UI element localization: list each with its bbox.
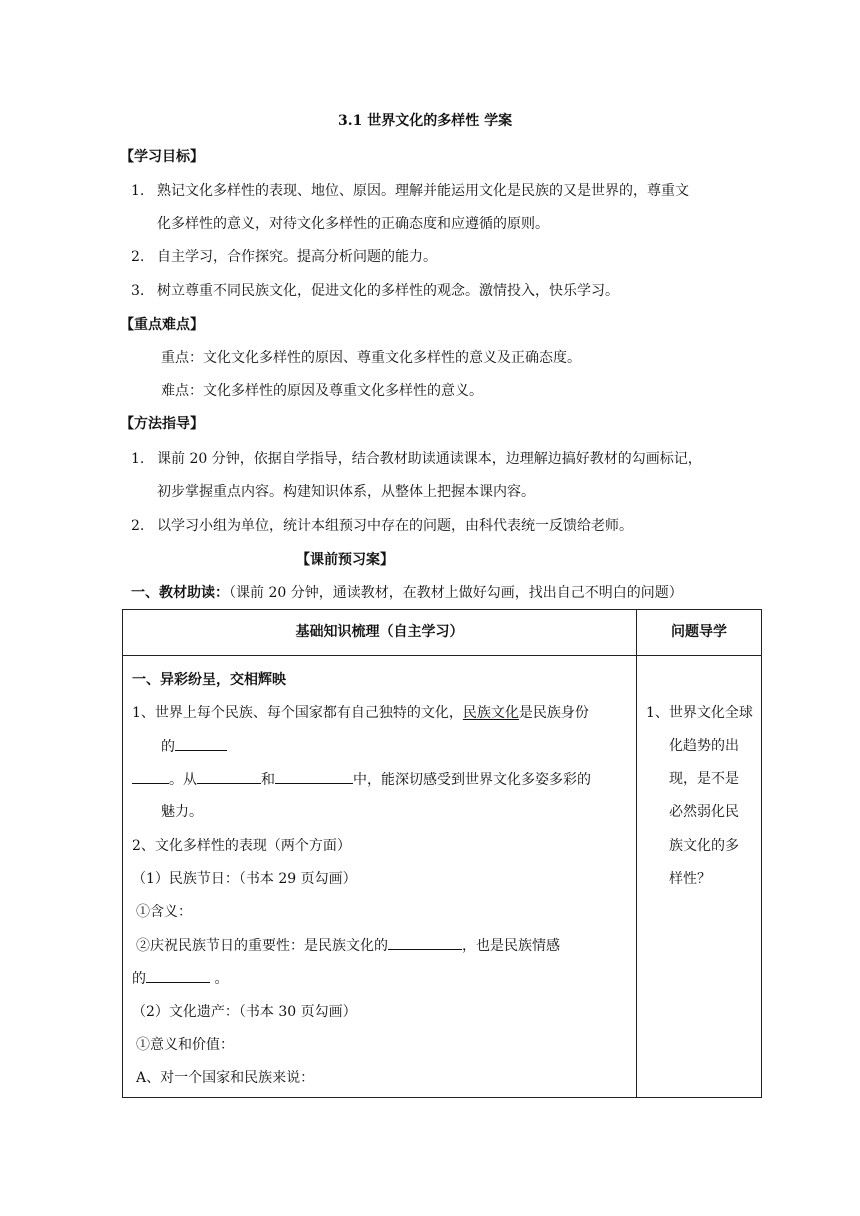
sub-1-meaning: ①含义：	[136, 904, 192, 920]
goal-2-number: 2.	[131, 249, 145, 265]
method-1-number: 1.	[131, 451, 145, 467]
fill-blank[interactable]	[275, 769, 353, 784]
method-2-text: 以学习小组为单位，统计本组预习中存在的问题，由科代表统一反馈给老师。	[157, 518, 633, 534]
sub-2-value: ①意义和价值：	[136, 1037, 234, 1053]
question-line: 样性？	[669, 871, 711, 887]
fill-blank[interactable]	[197, 769, 261, 784]
fill-blank[interactable]	[175, 736, 227, 751]
item-1-text-f: 中，能深切感受到世界文化多姿多彩的	[353, 772, 591, 788]
sub-1-importance-cont	[132, 968, 228, 989]
goal-3-text: 树立尊重不同民族文化，促进文化的多样性的观念。激情投入，快乐学习。	[157, 283, 619, 299]
item-1-text-c: 的	[161, 739, 175, 755]
sub-1-importance-text: ②庆祝民族节日的重要性：是民族文化的	[136, 938, 388, 954]
item-1-line-1	[132, 703, 589, 723]
table-header-knowledge-label: 基础知识梳理（自主学习）	[295, 624, 464, 640]
key-points-heading: 【重点难点】	[120, 317, 204, 333]
goals-heading: 【学习目标】	[120, 149, 204, 165]
reading-guide-note: （课前 20 分钟，通读教材，在教材上做好勾画，找出自己不明白的问题）	[229, 585, 683, 601]
table-header-questions-label: 问题导学	[671, 624, 727, 640]
question-line: 必然弱化民	[669, 804, 739, 820]
item-1-text-d: 。从	[169, 772, 197, 788]
key-points-text: 重点：文化文化多样性的原因、尊重文化多样性的意义及正确态度。	[161, 350, 581, 366]
page-title: 3.1 世界文化的多样性 学案	[338, 113, 513, 129]
method-1-text: 课前 20 分钟，依据自学指导，结合教材助读通读课本，边理解边搞好教材的勾画标记，	[157, 451, 702, 467]
sub-1-importance-text-c: 的	[132, 971, 146, 987]
question-line: 族文化的多	[669, 838, 739, 854]
goal-2-text: 自主学习，合作探究。提高分析问题的能力。	[157, 249, 437, 265]
goal-1-text: 熟记文化多样性的表现、地位、原因。理解并能运用文化是民族的又是世界的，尊重文	[157, 183, 689, 199]
knowledge-cell	[123, 656, 637, 1098]
sub-1-importance-text-b: ，也是民族情感	[462, 938, 560, 954]
method-1-text-cont: 初步掌握重点内容。构建知识体系，从整体上把握本课内容。	[157, 484, 535, 500]
fill-blank[interactable]	[146, 968, 210, 983]
preview-heading: 【课前预习案】	[296, 552, 394, 568]
item-1-line-3	[132, 769, 591, 790]
sub-1-title: （1）民族节日：（书本 29 页勾画）	[132, 871, 357, 887]
reading-guide-label: 一、教材助读：	[131, 585, 229, 601]
question-line: 1、世界文化全球	[646, 705, 753, 721]
item-1-text: 1、世界上每个民族、每个国家都有自己独特的文化，	[132, 705, 463, 721]
question-line: 现，是不是	[669, 771, 739, 787]
goal-3-number: 3.	[131, 283, 145, 299]
item-1-text-b: 是民族身份	[518, 705, 589, 721]
knowledge-table	[122, 609, 762, 1098]
sub-1-importance	[136, 935, 560, 956]
sub-2-country: A、对一个国家和民族来说：	[136, 1070, 315, 1086]
national-culture-term: 民族文化	[462, 705, 519, 721]
item-2-text: 2、文化多样性的表现（两个方面）	[132, 838, 351, 854]
fill-blank[interactable]	[388, 935, 462, 950]
section-title: 一、异彩纷呈，交相辉映	[132, 672, 286, 688]
question-line: 化趋势的出	[669, 738, 739, 754]
item-1-line-4: 魅力。	[161, 804, 203, 820]
difficult-points-text: 难点：文化多样性的原因及尊重文化多样性的意义。	[161, 383, 483, 399]
goal-1-number: 1.	[131, 183, 145, 199]
table-header-questions	[637, 610, 762, 656]
fill-blank[interactable]	[132, 769, 169, 784]
item-1-line-2	[161, 736, 227, 757]
sub-2-title: （2）文化遗产：（书本 30 页勾画）	[132, 1004, 357, 1020]
method-heading: 【方法指导】	[120, 416, 204, 432]
item-1-text-e: 和	[261, 772, 275, 788]
method-2-number: 2.	[131, 518, 145, 534]
reading-guide-line	[131, 583, 683, 603]
sub-1-importance-text-d: 。	[210, 971, 229, 987]
table-header-knowledge	[123, 610, 637, 656]
question-cell	[637, 656, 762, 1098]
goal-1-text-cont: 化多样性的意义，对待文化多样性的正确态度和应遵循的原则。	[157, 216, 549, 232]
